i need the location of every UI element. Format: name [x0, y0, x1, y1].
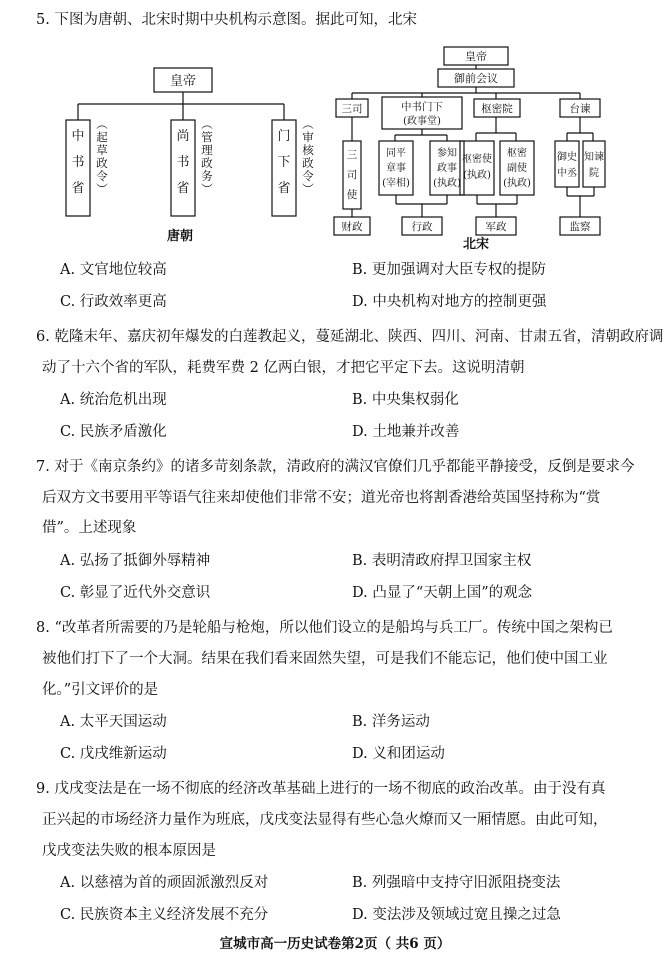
- song-tongping-label: 同平章事(宰相): [382, 148, 410, 189]
- tang-zhongshu-label: 中书省: [71, 129, 85, 196]
- song-yushi-box: [555, 141, 579, 187]
- song-shumifushi-label: 枢密副使(执政): [503, 148, 531, 189]
- song-zhijian-box: [583, 141, 605, 187]
- q8-stem-line3: 化。”引文评价的是: [42, 682, 159, 698]
- page-footer: 宣城市高一历史试卷第2页（ 共6 页）: [219, 936, 451, 952]
- song-admin-label: 行政: [411, 221, 433, 233]
- song-zhongshu-sub: (政事堂): [403, 116, 441, 127]
- q6-option-d[interactable]: D. 土地兼并改善: [352, 424, 460, 440]
- song-shumishi-box: [460, 141, 494, 195]
- q8-stem-line1: 8. “改革者所需要的乃是轮船与枪炮，所以他们设立的是船坞与兵工厂。传统中国之架构已: [36, 620, 613, 636]
- central-institutions-diagram: [56, 44, 656, 250]
- song-taijian-label: 台谏: [569, 103, 591, 115]
- tang-emperor-label: 皇帝: [169, 74, 197, 89]
- q9-option-c[interactable]: C. 民族资本主义经济发展不充分: [60, 907, 269, 923]
- song-military-label: 军政: [485, 221, 507, 233]
- q8-option-a[interactable]: A. 太平天国运动: [60, 714, 167, 730]
- q7-option-d[interactable]: D. 凸显了“天朝上国”的观念: [352, 585, 533, 601]
- song-shumishi-label: 枢密使(执政): [462, 154, 492, 181]
- tang-caption: 唐朝: [166, 229, 194, 244]
- tang-menxia-note: ︵审核政令︶: [302, 117, 314, 196]
- tang-shangshu-note: ︵管理政务︶: [201, 117, 213, 196]
- song-sansi-label: 三司: [341, 103, 363, 115]
- song-emperor-label: 皇帝: [465, 50, 487, 63]
- q8-option-c[interactable]: C. 戊戌维新运动: [60, 746, 167, 762]
- q6-stem-line2: 动了十六个省的军队，耗费军费 2 亿两白银，才把它平定下去。这说明清朝: [42, 360, 525, 376]
- q8-stem-line2: 被他们打下了一个大洞。结果在我们看来固然失望，可是我们不能忘记，他们使中国工业: [42, 651, 608, 667]
- song-sansishi-label: 三司使: [346, 149, 358, 201]
- song-supervision-label: 监察: [569, 221, 591, 233]
- song-finance-label: 财政: [341, 221, 363, 233]
- q7-option-b[interactable]: B. 表明清政府捍卫国家主权: [352, 553, 532, 569]
- q9-stem-line3: 戊戌变法失败的根本原因是: [42, 843, 216, 859]
- q9-option-d[interactable]: D. 变法涉及领域过宽且操之过急: [352, 907, 561, 923]
- q9-option-b[interactable]: B. 列强暗中支持守旧派阻挠变法: [352, 875, 561, 891]
- q5-option-b[interactable]: B. 更加强调对大臣专权的提防: [352, 262, 546, 278]
- song-zhongshu-label: 中书门下: [401, 101, 443, 113]
- q6-option-b[interactable]: B. 中央集权弱化: [352, 392, 459, 408]
- q9-stem-line1: 9. 戊戌变法是在一场不彻底的经济改革基础上进行的一场不彻底的政治改革。由于没有真: [36, 781, 606, 797]
- tang-shangshu-label: 尚书省: [176, 129, 190, 196]
- q5-option-a[interactable]: A. 文官地位较高: [60, 262, 167, 278]
- q5-option-c[interactable]: C. 行政效率更高: [60, 294, 167, 310]
- q8-option-d[interactable]: D. 义和团运动: [352, 746, 445, 762]
- q6-option-a[interactable]: A. 统治危机出现: [60, 392, 167, 408]
- song-yushi-label: 御史中丞: [557, 152, 577, 179]
- tang-menxia-label: 门下省: [277, 129, 291, 196]
- q8-option-b[interactable]: B. 洋务运动: [352, 714, 430, 730]
- q9-stem-line2: 正兴起的市场经济力量作为班底，戊戌变法显得有些心急火燎而又一厢情愿。由此可知，: [42, 812, 608, 828]
- q6-option-c[interactable]: C. 民族矛盾激化: [60, 424, 167, 440]
- tang-zhongshu-note: ︵起草政令︶: [96, 117, 108, 196]
- q5-stem: 5. 下图为唐朝、北宋时期中央机构示意图。据此可知，北宋: [36, 12, 417, 28]
- song-canzhi-label: 参知政事(执政): [433, 148, 461, 189]
- q7-stem-line1: 7. 对于《南京条约》的诸多苛刻条款，清政府的满汉官僚们几乎都能平静接受，反倒是要求今: [36, 459, 635, 475]
- song-shumi-label: 枢密院: [481, 103, 513, 115]
- song-caption: 北宋: [462, 237, 490, 250]
- q9-option-a[interactable]: A. 以慈禧为首的顽固派激烈反对: [60, 875, 269, 891]
- q6-stem-line1: 6. 乾隆末年、嘉庆初年爆发的白莲教起义，蔓延湖北、陕西、四川、河南、甘肃五省，清朝政府调: [36, 329, 664, 345]
- q5-option-d[interactable]: D. 中央机构对地方的控制更强: [352, 294, 547, 310]
- song-council-label: 御前会议: [454, 72, 498, 85]
- q7-option-a[interactable]: A. 弘扬了抵御外辱精神: [60, 553, 211, 569]
- song-zhijian-label: 知谏院: [584, 152, 604, 179]
- q7-stem-line3: 借”。上述现象: [42, 520, 137, 536]
- q7-option-c[interactable]: C. 彰显了近代外交意识: [60, 585, 211, 601]
- diagram-svg: [56, 44, 656, 250]
- q7-stem-line2: 后双方文书要用平等语气往来却使他们非常不安；道光帝也将割香港给英国坚持称为“赏: [42, 490, 601, 506]
